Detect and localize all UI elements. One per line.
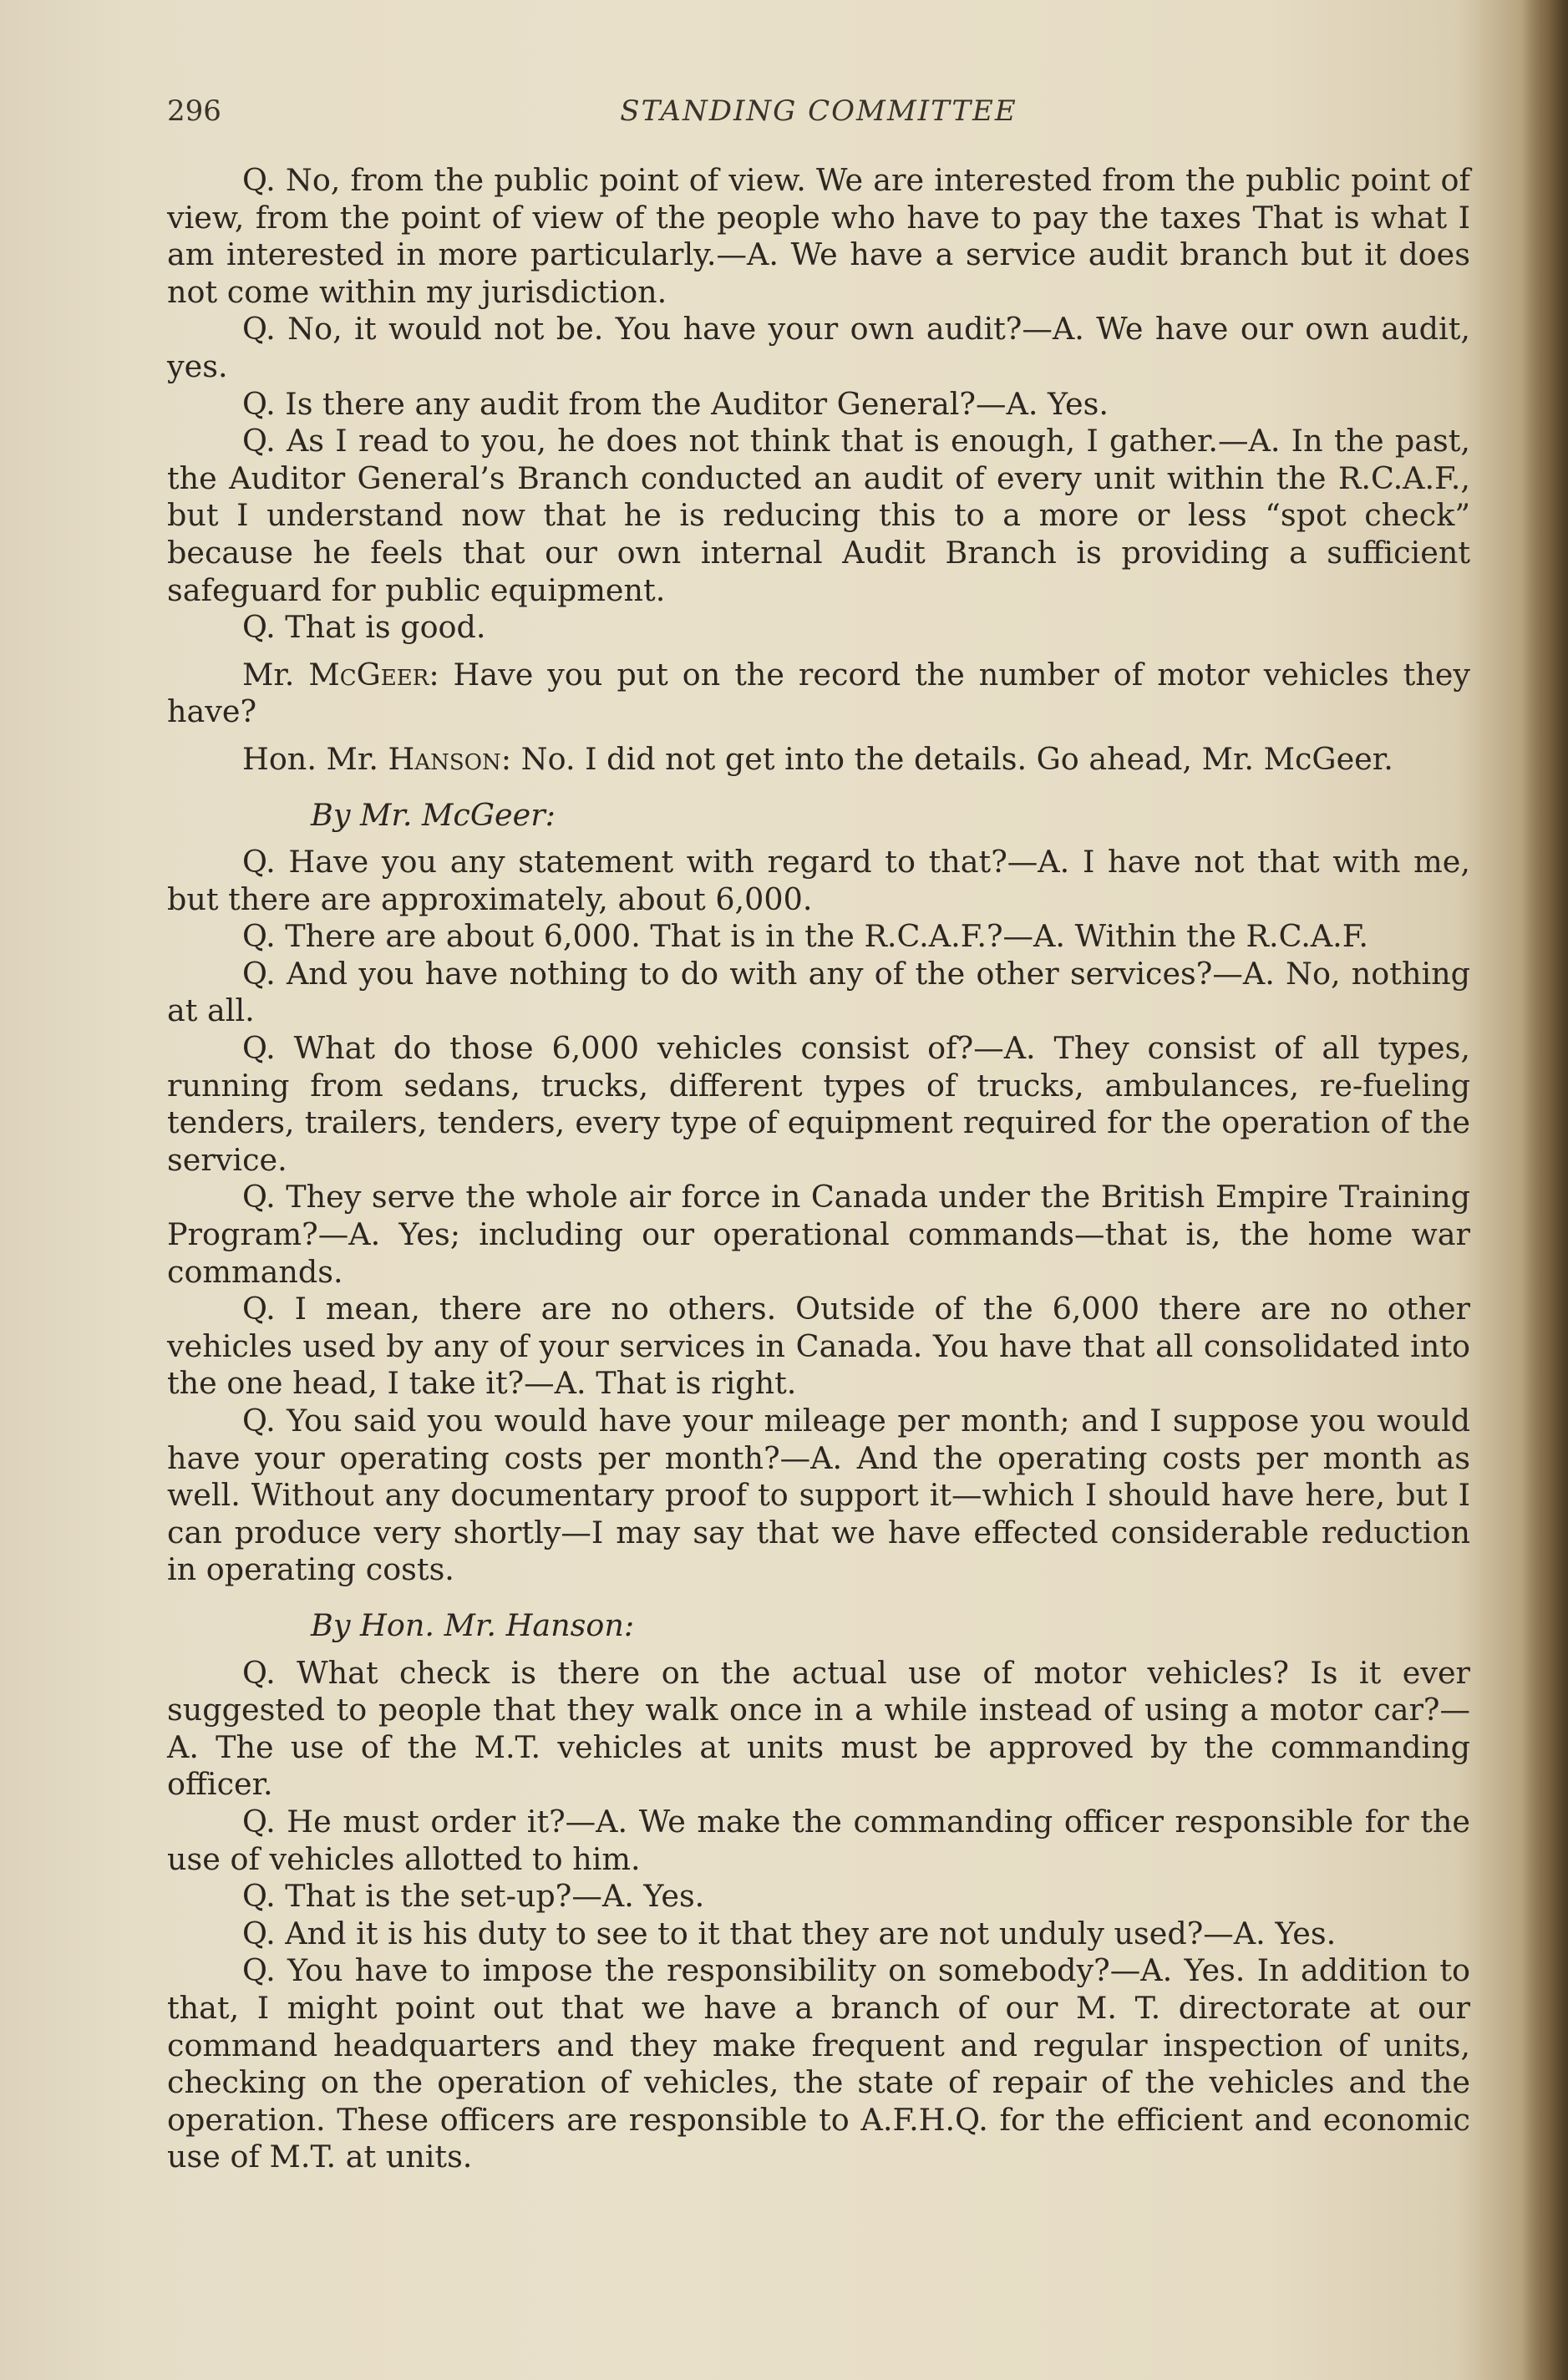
qa-paragraph: Q. You have to impose the responsibility on somebody?—A. Yes. In addition to that, I might point out that we have a branch of our M. T. directorate at our command headquarters and they make frequent and regular inspection of units, checking on the operation of vehicles, the state of repair of the vehicles and the operation. These officers are responsible to A.F.H.Q. for the efficient and economic use of M.T. at units. [167, 1952, 1470, 2175]
speaker-text: : No. I did not get into the details. Go ahead, Mr. McGeer. [500, 740, 1393, 777]
qa-paragraph: Q. What do those 6,000 vehicles consist of?—A. They consist of all types, running from sedans, trucks, different types of trucks, ambulances, re-fueling tenders, trailers, tenders, every type of equipment required for the operation of the service. [167, 1030, 1470, 1178]
qa-paragraph: Q. As I read to you, he does not think that is enough, I gather.—A. In the past, the Auditor General’s Branch conducted an audit of every unit within the R.C.A.F., but I understand now that he is reducing this to a more or less “spot check” because he feels that our own internal Audit Branch is providing a sufficient safeguard for public equipment. [167, 423, 1470, 608]
speaker-paragraph [167, 657, 1470, 731]
speaker-name: Hanson [388, 740, 501, 777]
speaker-title: Mr. [242, 656, 309, 693]
qa-paragraph: Q. That is good. [242, 609, 486, 646]
qa-paragraph: Q. Have you any statement with regard to that?—A. I have not that with me, but there are approximately, about 6,000. [167, 844, 1470, 917]
qa-paragraph: Q. He must order it?—A. We make the commanding officer responsible for the use of vehicles allotted to him. [167, 1803, 1470, 1877]
qa-paragraph: Q. And you have nothing to do with any of the other services?—A. No, nothing at all. [167, 955, 1470, 1029]
running-head: STANDING COMMITTEE [620, 94, 1017, 128]
examiner-byline: By Hon. Mr. Hanson: [311, 1606, 635, 1643]
transcript-body [167, 162, 1470, 2176]
qa-paragraph: Q. No, it would not be. You have your own audit?—A. We have our own audit, yes. [167, 311, 1470, 384]
page-header [167, 90, 1470, 132]
speaker-paragraph [167, 741, 1470, 779]
qa-paragraph: Q. What check is there on the actual use of motor vehicles? Is it ever suggested to people that they walk once in a while instead of using a motor car?—A. The use of the M.T. vehicles at units must be approved by the commanding officer. [167, 1654, 1470, 1803]
speaker-title: Hon. Mr. [242, 740, 388, 777]
qa-paragraph: Q. You said you would have your mileage per month; and I suppose you would have your operating costs per month?—A. And the operating costs per month as well. Without any documentary proof to support it—which I should have here, but I can produce very shortly—I may say that we have effected considerable reduction in operating costs. [167, 1403, 1470, 1588]
qa-paragraph: Q. I mean, there are no others. Outside of the 6,000 there are no other vehicles used by any of your services in Canada. You have that all consolidated into the one head, I take it?—A. That is right. [167, 1291, 1470, 1402]
speaker-name: McGeer [308, 656, 429, 693]
qa-paragraph: Q. Is there any audit from the Auditor General?—A. Yes. [242, 385, 1109, 422]
qa-paragraph: Q. And it is his duty to see to it that they are not unduly used?—A. Yes. [242, 1915, 1337, 1951]
qa-paragraph: Q. There are about 6,000. That is in the R.C.A.F.?—A. Within the R.C.A.F. [242, 918, 1369, 955]
qa-paragraph: Q. No, from the public point of view. We are interested from the public point of view, from the point of view of the people who have to pay the taxes That is what I am interested in more particularly.—A. We have a service audit branch but it does not come within my jurisdiction. [167, 162, 1470, 310]
qa-paragraph: Q. That is the set-up?—A. Yes. [242, 1878, 705, 1915]
qa-paragraph: Q. They serve the whole air force in Canada under the British Empire Training Program?—A. Yes; including our operational commands—that is, the home war commands. [167, 1179, 1470, 1290]
speaker-text: : Have you put on the record the number of motor vehicles they have? [167, 656, 1470, 730]
examiner-byline: By Mr. McGeer: [311, 796, 556, 833]
page-number: 296 [167, 94, 221, 128]
